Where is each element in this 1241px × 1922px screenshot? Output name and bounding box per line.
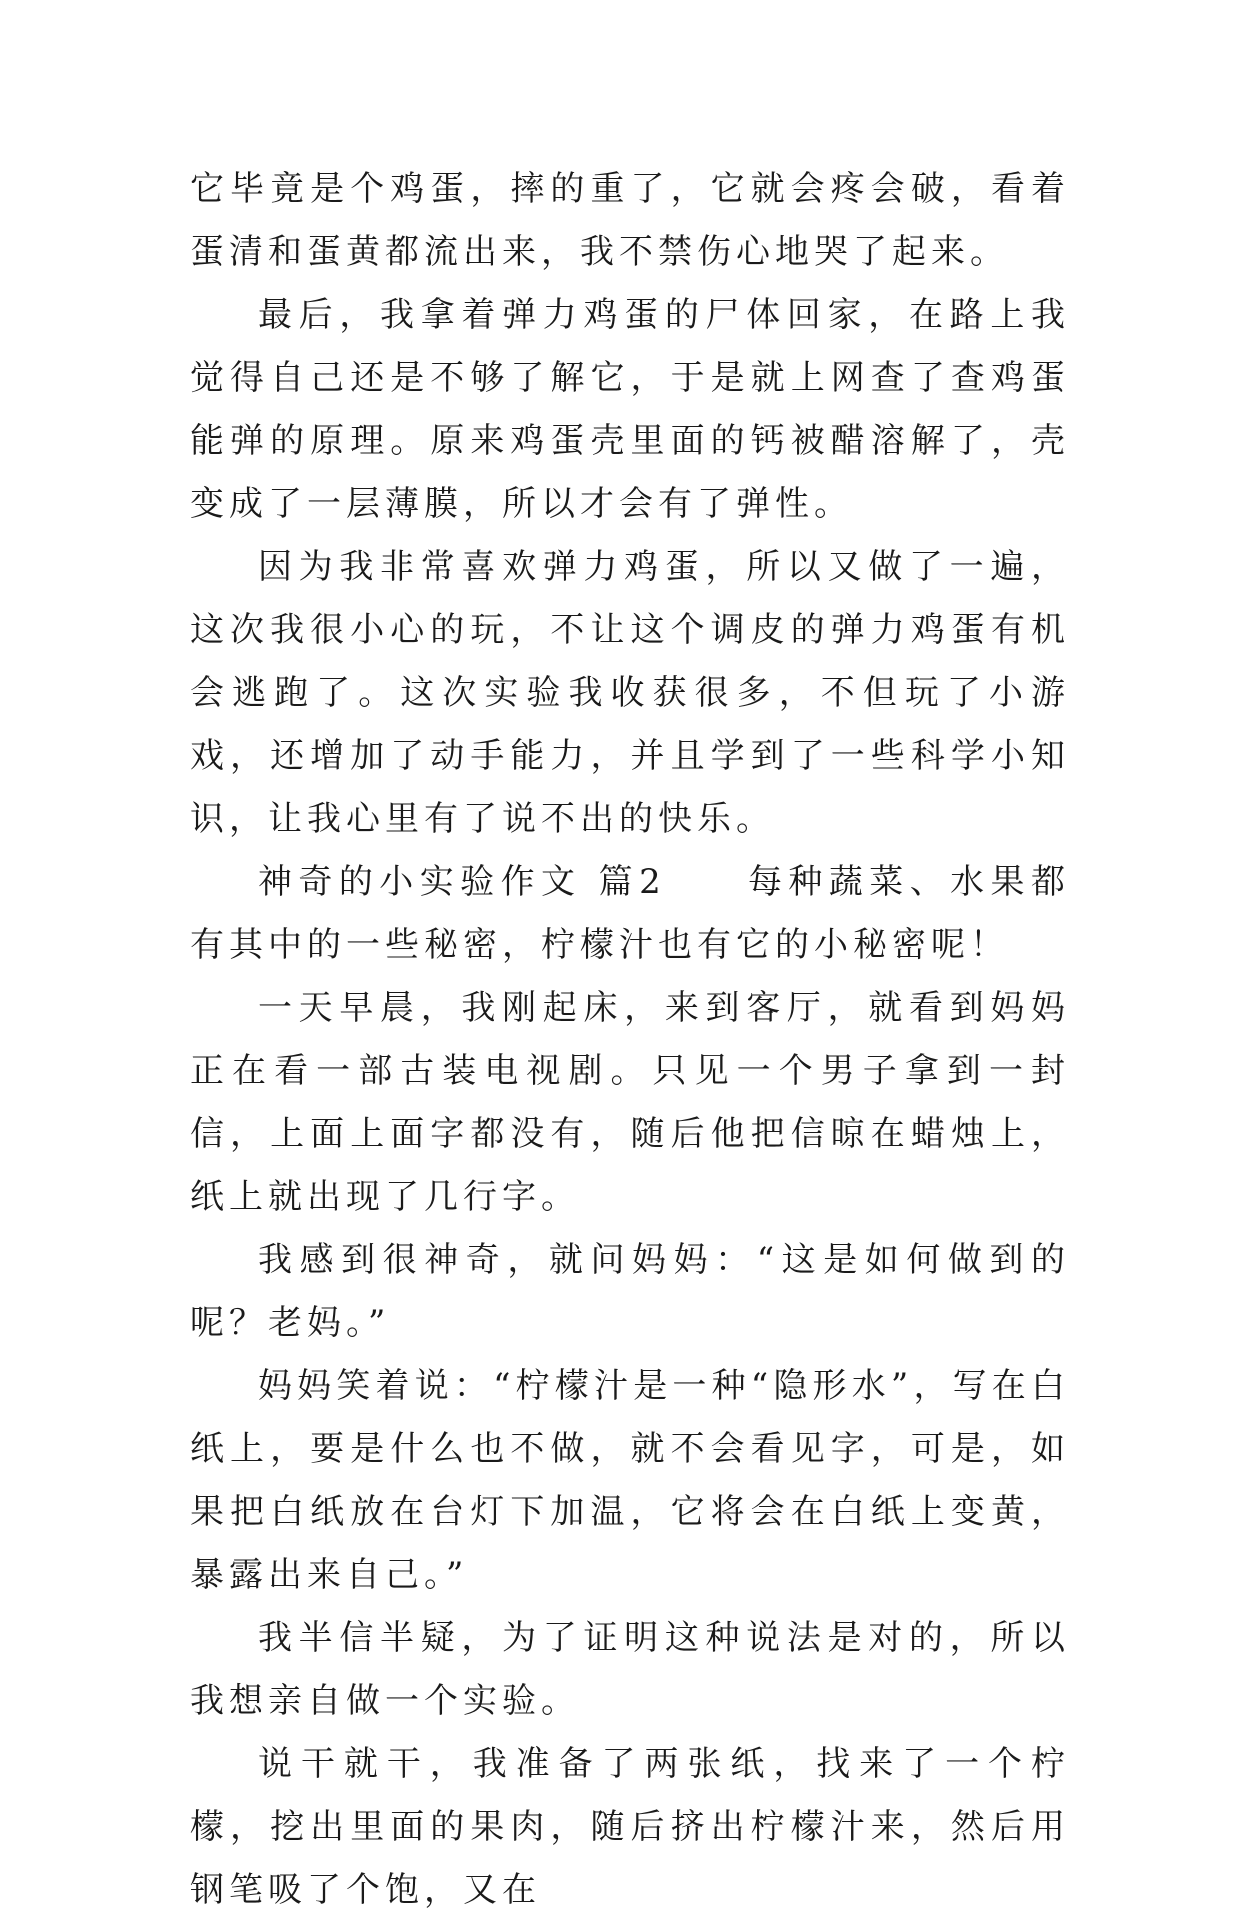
paragraph: 最后，我拿着弹力鸡蛋的尸体回家，在路上我觉得自己还是不够了解它，于是就上网查了查鸡蛋能弹的原理。原来鸡蛋壳里面的钙被醋溶解了，壳变成了一层薄膜，所以才会有了弹性。 (190, 295, 1070, 524)
paragraph: 因为我非常喜欢弹力鸡蛋，所以又做了一遍，这次我很小心的玩，不让这个调皮的弹力鸡蛋有机会逃跑了。这次实验我收获很多，不但玩了小游戏，还增加了动手能力，并且学到了一些科学小知识，让我心里有了说不出的快乐。 (190, 547, 1070, 839)
paragraph: 说干就干，我准备了两张纸，找来了一个柠檬，挖出里面的果肉，随后挤出柠檬汁来，然后用钢笔吸了个饱，又在 (190, 1744, 1070, 1910)
document-page (190, 158, 1070, 1922)
paragraph: 一天早晨，我刚起床，来到客厅，就看到妈妈正在看一部古装电视剧。只见一个男子拿到一封信，上面上面字都没有，随后他把信晾在蜡烛上，纸上就出现了几行字。 (190, 988, 1070, 1217)
section-heading-paragraph: 神奇的小实验作文 篇2 每种蔬菜、水果都有其中的一些秘密，柠檬汁也有它的小秘密呢！ (190, 862, 1070, 965)
paragraph: 它毕竟是个鸡蛋，摔的重了，它就会疼会破，看着蛋清和蛋黄都流出来，我不禁伤心地哭了起来。 (190, 169, 1070, 272)
paragraph: 我半信半疑，为了证明这种说法是对的，所以我想亲自做一个实验。 (190, 1618, 1070, 1721)
paragraph: 我感到很神奇，就问妈妈：“这是如何做到的呢？老妈。” (190, 1240, 1070, 1343)
paragraph: 妈妈笑着说：“柠檬汁是一种“隐形水”，写在白纸上，要是什么也不做，就不会看见字，可是，如果把白纸放在台灯下加温，它将会在白纸上变黄，暴露出来自己。” (190, 1366, 1070, 1595)
